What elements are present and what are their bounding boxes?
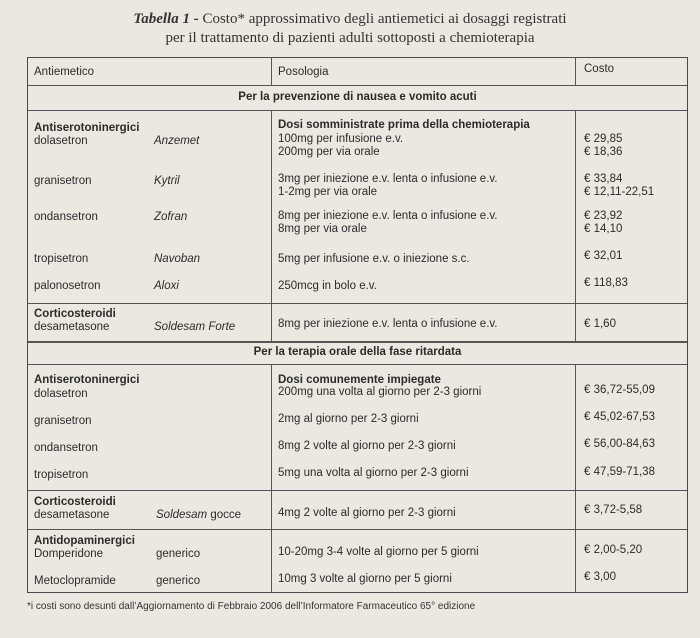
header-posologia: Posologia	[278, 66, 329, 78]
header-costo: Costo	[584, 63, 615, 75]
brand-name: Soldesam Forte	[154, 321, 236, 333]
drug-name: palonosetron	[34, 280, 101, 292]
cost: € 56,00-84,63	[584, 438, 655, 450]
dose: 10-20mg 3-4 volte al giorno per 5 giorni	[278, 546, 479, 558]
dose: 5mg per infusione e.v. o iniezione s.c.	[278, 253, 470, 265]
divider	[28, 85, 687, 86]
cost: € 36,72-55,09	[584, 384, 655, 396]
dose: 8mg 2 volte al giorno per 2-3 giorni	[278, 440, 456, 452]
drug-name: granisetron	[34, 175, 92, 187]
drug-name: Metoclopramide	[34, 575, 116, 587]
column-divider	[575, 58, 576, 86]
brand-name: Aloxi	[154, 280, 179, 292]
dose: 10mg 3 volte al giorno per 5 giorni	[278, 573, 452, 585]
brand-name: generico	[156, 575, 201, 587]
drug-name: tropisetron	[34, 469, 89, 481]
column-divider	[271, 364, 272, 593]
cost: € 47,59-71,38	[584, 466, 655, 478]
cost: € 3,00	[584, 571, 616, 583]
divider	[28, 529, 687, 530]
drug-name: granisetron	[34, 415, 92, 427]
drug-name: desametasone	[34, 321, 110, 333]
table-label: Tabella 1 -	[133, 11, 199, 27]
drug-name: tropisetron	[34, 253, 89, 265]
cost: € 18,36	[584, 146, 623, 158]
column-divider	[271, 58, 272, 86]
drug-name: ondansetron	[34, 211, 98, 223]
cost: € 1,60	[584, 318, 616, 330]
posologia-title: Dosi somministrate prima della chemioterapia	[278, 119, 530, 131]
header-antiemetico: Antiemetico	[34, 66, 95, 78]
drug-name: dolasetron	[34, 388, 88, 400]
brand-name: generico	[156, 548, 201, 560]
divider	[28, 364, 687, 365]
drug-name: dolasetron	[34, 135, 88, 147]
cost: € 3,72-5,58	[584, 504, 643, 516]
drug-name: desametasone	[34, 509, 110, 521]
column-divider	[271, 110, 272, 341]
title-line-1: Costo* approssimativo degli antiemetici ai dosaggi registrati	[202, 11, 567, 27]
dose: 2mg al giorno per 2-3 giorni	[278, 413, 419, 425]
footnote: *i costi sono desunti dall’Aggiornamento di Febbraio 2006 dell’Informatore Farmaceutico 65° edizione	[27, 601, 476, 612]
brand-name-italic: Soldesam	[156, 509, 208, 521]
drug-name: ondansetron	[34, 442, 98, 454]
brand-name: Anzemet	[154, 135, 200, 147]
group-class: Corticosteroidi	[34, 308, 116, 320]
cost: € 23,92	[584, 210, 623, 222]
cost: € 45,02-67,53	[584, 411, 655, 423]
brand-name: Zofran	[154, 211, 188, 223]
dose: 250mcg in bolo e.v.	[278, 280, 377, 292]
brand-name: Kytril	[154, 175, 180, 187]
section-delayed-title: Per la terapia orale della fase ritardata	[253, 346, 462, 358]
divider	[28, 110, 687, 111]
table-title	[0, 10, 700, 48]
group-class: Corticosteroidi	[34, 496, 116, 508]
dose: 200mg una volta al giorno per 2-3 giorni	[278, 386, 482, 398]
title-line-2: per il trattamento di pazienti adulti sottoposti a chemioterapia	[165, 30, 535, 46]
cost: € 14,10	[584, 223, 623, 235]
column-divider	[575, 110, 576, 341]
cost: € 33,84	[584, 173, 623, 185]
dose: 1-2mg per via orale	[278, 186, 378, 198]
group-class: Antidopaminergici	[34, 535, 135, 547]
brand-name: Navoban	[154, 253, 201, 265]
brand-name	[156, 509, 241, 522]
posologia-title: Dosi comunemente impiegate	[278, 374, 441, 386]
dose: 100mg per infusione e.v.	[278, 133, 404, 145]
drug-name: Domperidone	[34, 548, 104, 560]
dose: 200mg per via orale	[278, 146, 380, 158]
cost: € 32,01	[584, 250, 623, 262]
section-acute-title: Per la prevenzione di nausea e vomito acuti	[238, 91, 477, 103]
dose: 4mg 2 volte al giorno per 2-3 giorni	[278, 507, 456, 519]
divider	[28, 341, 687, 343]
group-class: Antiserotoninergici	[34, 122, 140, 134]
cost: € 118,83	[584, 277, 628, 289]
divider	[28, 490, 687, 491]
cost: € 29,85	[584, 133, 623, 145]
dose: 8mg per iniezione e.v. lenta o infusione e.v.	[278, 318, 498, 330]
dose: 8mg per iniezione e.v. lenta o infusione e.v.	[278, 210, 498, 222]
brand-suffix: gocce	[210, 509, 242, 521]
cost: € 12,11-22,51	[584, 186, 655, 198]
cost: € 2,00-5,20	[584, 544, 643, 556]
dose: 3mg per iniezione e.v. lenta o infusione e.v.	[278, 173, 498, 185]
divider	[28, 303, 687, 304]
dose: 5mg una volta al giorno per 2-3 giorni	[278, 467, 469, 479]
group-class: Antiserotoninergici	[34, 374, 140, 386]
column-divider	[575, 364, 576, 593]
cost-table	[27, 57, 688, 593]
dose: 8mg per via orale	[278, 223, 367, 235]
